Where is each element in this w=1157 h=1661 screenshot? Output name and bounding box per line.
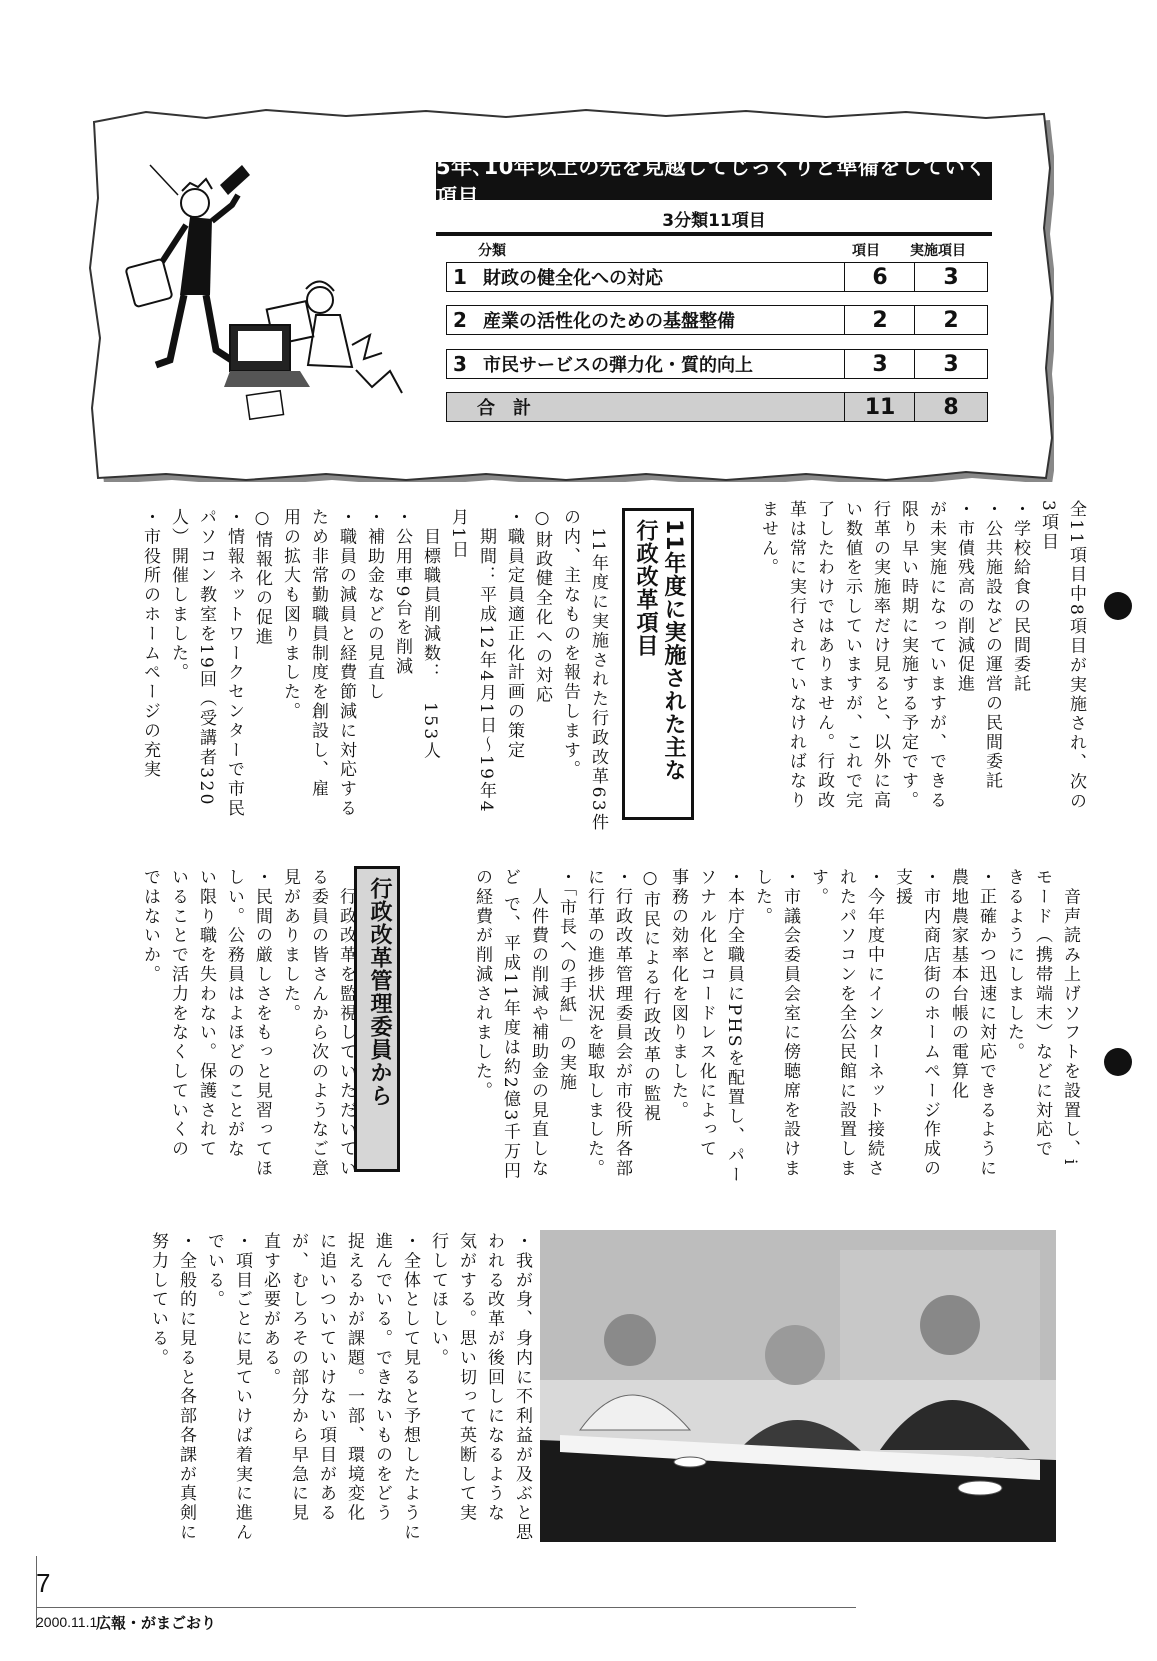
lower-article-text: ・我が身、身内に不利益が及ぶと思 われる改革が後回しになるような 気がする。思い切って英断して実 行してほしい。 ・全体として見ると予想したように 進んでいる。できないものをどう 捉えるかが課題。一部、環境変化 に追いついていけない項目がある が、むしろその部分から早急に見 直す必要がある。 ・項目ごとに見ていけば着実に進ん でいる。 ・全般的に見ると各部各課が真剣に 努力している。 — [148, 1232, 532, 1543]
margin-bullet — [1104, 592, 1132, 620]
table-title: 5年､10年以上の先を見越してじっくりと準備をしていく項目 — [436, 162, 992, 200]
issue-date: 2000.11.1 — [36, 1614, 98, 1630]
middle-article-text: 音声読み上げソフトを設置し、i モード（携帯端末）などに対応で きるようにしました。 ・正確かつ迅速に対応できるように 農地農家基本台帳の電算化 ・市内商店街のホームページ作成の 支援 ・今年度中にインターネット接続さ れたパソコンを全公民館に設置しま す。 ・市議会委員会室に傍聴席を設けま した。 ・本庁全職員にPHSを配置し、パー ソナル化とコードレス化によって 事務の効率化を図りました。 ○市民による行政改革の監視 ・行政改革管理委員会が市役所各部 に行革の進捗状況を聴取しました。 ・「市長への手紙」の実施 人件費の削減や補助金の見直しな ど で、平成11年度は約2億3千万円 の経費が削減されました。 — [472, 868, 1080, 1185]
table-rule — [436, 232, 992, 236]
upper-article-text-2: 11年度に実施された行政改革63件 の内、主なものを報告します。 ○財政健全化への対応 ・職員定員適正化計画の策定 期間：平成12年4月1日～19年4 月1日 目標職員削減数： 153人 ・公用車9台を削減 ・補助金などの見直し ・職員の減員と経費節減に対応する ため非常勤職員制度を創設し、雇 用の拡大も図りました。 ○情報化の促進 ・情報ネットワークセンターで市民 パソコン教室を19回（受講者320 人）開催しました。 ・市役所のホームページの充実 — [140, 508, 608, 833]
row-items: 3 — [844, 349, 916, 379]
upper-article-text: 全11項目中8項目が実施され、次の 3項目 ・学校給食の民間委託 ・公共施設などの運営の民間委託 ・市債残高の削減促進 が未実施になっていますが、できる 限り早い時期に実施する予定です。 行革の実施率だけ見ると、以外に高 い数値を示していますが、これで完 了したわけではありません。行政改 革は常に実行されていなければなり ません。 — [758, 500, 1086, 812]
meeting-photo — [540, 1230, 1056, 1542]
header-items: 項目 — [852, 243, 880, 259]
row-label: 財政の健全化への対応 — [483, 268, 663, 289]
cartoon-illustration — [120, 155, 420, 425]
header-implemented: 実施項目 — [910, 243, 966, 259]
heading-implemented-items: 11年度に実施された主な 行政改革項目 — [622, 508, 694, 820]
table-row — [446, 305, 988, 335]
margin-bullet — [1104, 1048, 1132, 1076]
table-total-row — [446, 392, 988, 422]
row-implemented: 3 — [914, 349, 988, 379]
row-items: 6 — [844, 262, 916, 292]
table-subtitle: 3分類11項目 — [662, 211, 766, 231]
table-row — [446, 349, 988, 379]
footer-rule — [36, 1607, 856, 1608]
table-row — [446, 262, 988, 292]
header-category: 分類 — [478, 243, 506, 259]
row-implemented: 3 — [914, 262, 988, 292]
row-implemented: 2 — [914, 305, 988, 335]
page-number: 7 — [36, 1568, 51, 1598]
row-number: 2 — [453, 308, 467, 332]
row-items: 2 — [844, 305, 916, 335]
heading-committee: 行政改革管理委員から — [354, 866, 400, 1172]
publication-name: 広報・がまごおり — [96, 1615, 217, 1632]
row-number: 1 — [453, 265, 467, 289]
row-label: 市民サービスの弾力化・質的向上 — [483, 355, 753, 376]
total-implemented: 8 — [914, 392, 988, 422]
middle-article-text-2: 行政改革を監視していただいてい る委員の皆さんから次のようなご意 見がありました。 ・民間の厳しさをもっと見習ってほ しい。公務員はよほどのことがな い限り職を失わない。保護されて いることで活力をなくしていくの ではないか。 — [140, 868, 356, 1179]
row-number: 3 — [453, 352, 467, 376]
total-label: 合 計 — [477, 398, 531, 419]
total-items: 11 — [844, 392, 916, 422]
row-label: 産業の活性化のための基盤整備 — [483, 311, 735, 332]
